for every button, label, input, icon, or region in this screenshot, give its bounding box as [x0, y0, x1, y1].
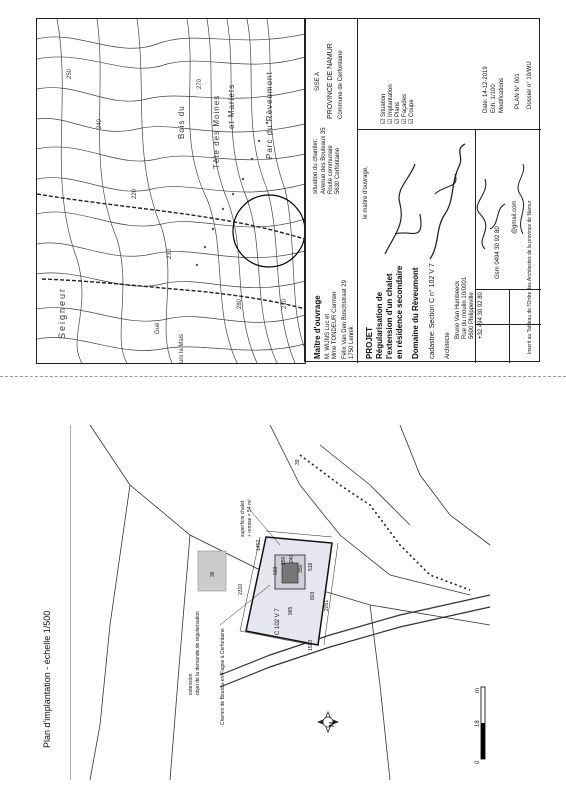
- scale-label: Ech. 1/100: [491, 84, 497, 113]
- plan-title: Plan d'implantation - échelle 1/500: [42, 610, 52, 748]
- site-address: Route communale: [328, 145, 334, 194]
- commune-label: Commune de Cerfontaine: [338, 50, 344, 119]
- cadastre-label: cadastre: Section C n° 102 V 7: [429, 263, 436, 359]
- place-name-maison: urs la Mais: [179, 333, 185, 363]
- place-name-bois: Bois du: [177, 105, 186, 139]
- owner-address: Félix Van Den Boschstraat 29: [342, 280, 348, 359]
- road-label: Chemin de Boussu-en-Fagne à Cerfontaine: [220, 628, 226, 725]
- contour-label: 230: [167, 248, 173, 259]
- sise-label: SISE A: [315, 71, 321, 91]
- owner-address: 1750 Lennik: [349, 326, 355, 359]
- extension-label: objet de la demande de régularisation: [195, 611, 201, 695]
- surface-label: superficie chalet: [240, 500, 246, 537]
- checklist-item: ☑ Coupe: [409, 99, 415, 124]
- contour-label: 250: [67, 68, 73, 79]
- parcel-number: 39: [295, 459, 301, 465]
- dimension-label: 518: [308, 562, 314, 571]
- site-address: Avenue des Bouleaux 35: [321, 127, 327, 194]
- scale-tick: 18: [475, 720, 481, 727]
- project-heading: PROJET: [365, 326, 374, 359]
- dimension-label: 803: [310, 591, 316, 600]
- contour-label: 280: [237, 298, 243, 309]
- site-address: 5630 Cerfontaine: [335, 147, 341, 194]
- dimension-label: 1513: [308, 639, 314, 651]
- parcel-label: C 102 V 7: [275, 608, 281, 635]
- architect-address: 5600 Philippeville: [469, 292, 475, 339]
- province-label: PROVINCE DE NAMUR: [327, 43, 334, 119]
- title-block: [304, 18, 540, 362]
- owner-line: Mme TONDEUR Carmen: [332, 291, 338, 359]
- checklist-item: ☑ Situation: [381, 93, 387, 124]
- architect-name: Bruno Van Humbeeck: [455, 280, 461, 339]
- place-name-tete: Tête des Moines: [212, 94, 221, 169]
- plan-number: PLAN N° 001: [515, 73, 521, 109]
- architect-tel: +32 494 30 92 80: [478, 292, 484, 339]
- project-line: l'extension d'un chalet: [385, 273, 394, 359]
- dossier-number: Dossier n° 19/WU: [527, 61, 533, 109]
- checklist-item: ☑ Plans: [395, 101, 401, 124]
- dimension-label: 1452: [256, 539, 262, 551]
- subject-parcel: [246, 537, 332, 645]
- implantation-plan: [70, 425, 500, 780]
- dimension-label: 250: [281, 556, 287, 565]
- architect-order: Inscrit au Tableau de l'Ordre des Architectes de la province de Namur: [527, 200, 533, 354]
- project-line: en résidence secondaire: [395, 265, 404, 359]
- contour-label: 240: [97, 118, 103, 129]
- site-marker-circle: [233, 195, 305, 267]
- scale-tick: m: [475, 688, 481, 693]
- architect-email: @gmail.com: [512, 200, 518, 234]
- contour-label: 210: [282, 298, 288, 309]
- date-label: Date: 14-12-2019: [483, 66, 489, 113]
- owner-line: M. WIJNS Luc et: [325, 313, 331, 359]
- situation-heading: situation du chantier:: [313, 138, 319, 194]
- maitre-heading: Maître d'ouvrage: [313, 295, 322, 359]
- place-name-seigneur: Seigneur: [57, 286, 67, 339]
- dimension-label: 2310: [238, 583, 244, 595]
- contour-label: 270: [197, 78, 203, 89]
- checklist-item: ☑ Façades: [402, 93, 408, 124]
- extension-label: extension: [188, 673, 194, 695]
- place-name-gue: Gué: [155, 322, 161, 334]
- scale-tick: 0: [475, 760, 481, 764]
- maitre-signature-label: le maître d'ouvrage,: [363, 166, 369, 219]
- dimension-label: 965: [288, 606, 294, 615]
- dimension-label: 240: [289, 554, 295, 563]
- scale-bar: [481, 687, 485, 759]
- architect-gsm: Gsm 0494 30 92 80: [495, 226, 501, 279]
- chalet-building: [282, 563, 298, 583]
- fold-line: [0, 376, 566, 377]
- architect-label: Architecte: [445, 332, 451, 359]
- domain-label: Domaine du Rèveumont: [411, 267, 420, 359]
- neighbour-number: 36: [210, 571, 216, 577]
- topographic-map: [36, 18, 306, 364]
- project-line: Régularisation de: [375, 291, 384, 359]
- modifications-label: Modifications: [499, 77, 505, 113]
- place-name-mariets: et Mariets: [227, 83, 236, 129]
- architect-address: Rue du moulin 10/0001: [462, 276, 468, 339]
- checklist-item: ☑ Implantation: [388, 84, 394, 124]
- title-signature-small: [505, 159, 541, 239]
- contour-label: 220: [132, 188, 138, 199]
- dimension-label: 2051: [324, 599, 330, 611]
- cadastral-plan: [70, 425, 500, 780]
- surface-label: + remise = 54 m²: [247, 499, 253, 537]
- place-name-parc: Parc du Rèveumont: [265, 71, 274, 159]
- dimension-label: 600: [273, 566, 279, 575]
- north-label: N: [329, 721, 336, 727]
- dimension-label: 350: [298, 564, 304, 573]
